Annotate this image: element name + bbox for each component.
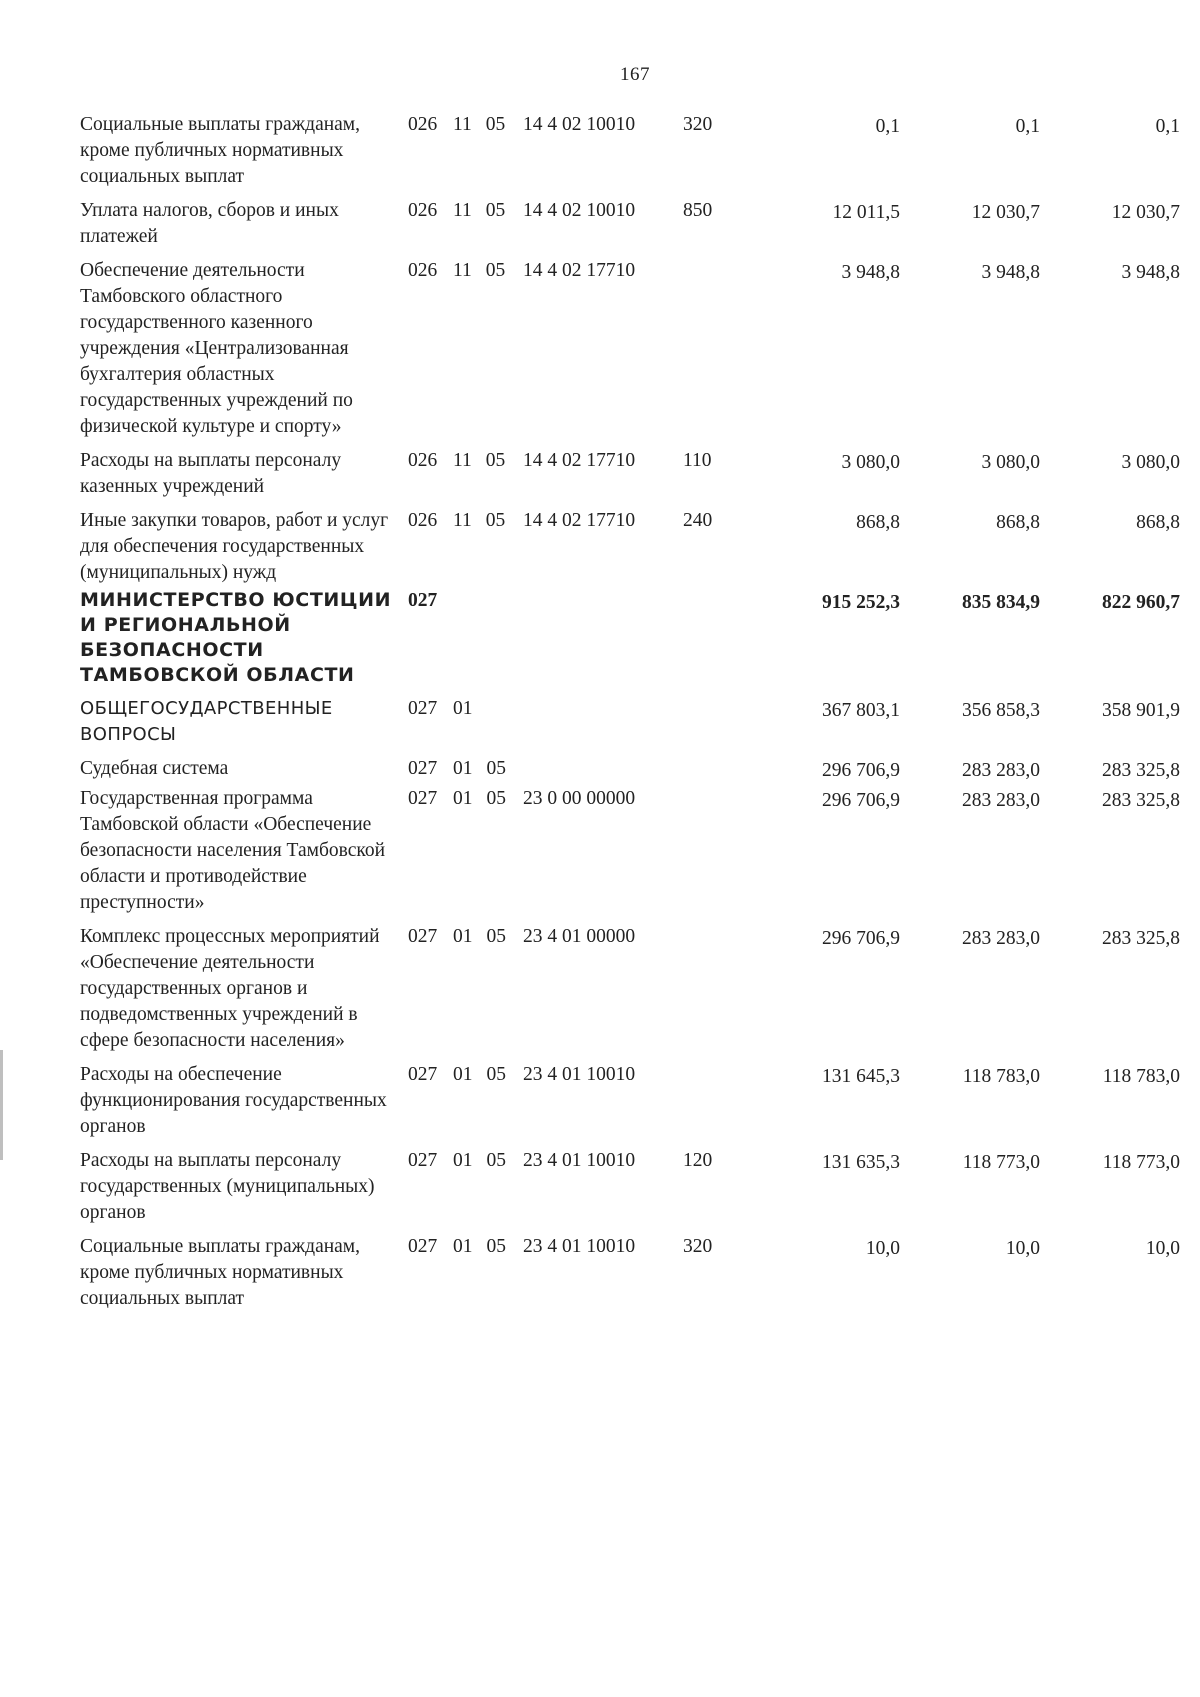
target-article-code bbox=[523, 696, 683, 748]
expense-type-code: 850 bbox=[683, 200, 713, 221]
amount-col-3: 822 960,7 bbox=[1102, 592, 1180, 613]
expense-type-code bbox=[683, 756, 740, 784]
section-subsection-cell bbox=[453, 1148, 523, 1226]
amount-col-2: 283 283,0 bbox=[962, 790, 1040, 811]
amount-col-3: 283 325,8 bbox=[1102, 760, 1180, 781]
table-row bbox=[80, 112, 1180, 198]
row-description: Государственная программа Тамбовской области «Обеспечение безопасности населения Тамбовской области и противодействие преступности» bbox=[80, 788, 386, 913]
amount-col-1: 296 706,9 bbox=[822, 790, 900, 811]
section-subsection-cell bbox=[453, 112, 523, 190]
table-row bbox=[80, 924, 1180, 1062]
target-article-code: 23 4 01 10010 bbox=[523, 1236, 636, 1257]
target-article-code: 23 4 01 10010 bbox=[523, 1064, 636, 1085]
amount-col-1: 10,0 bbox=[865, 1238, 900, 1259]
section-code: 11 bbox=[453, 114, 472, 135]
target-article-code: 23 4 01 00000 bbox=[523, 926, 636, 947]
subsection-code: 05 bbox=[486, 926, 506, 947]
amount-col-2: 835 834,9 bbox=[962, 592, 1040, 613]
section-code: 01 bbox=[453, 1064, 473, 1085]
section-code: 01 bbox=[453, 1236, 473, 1257]
target-article-code: 14 4 02 10010 bbox=[523, 114, 636, 135]
amount-col-1: 296 706,9 bbox=[822, 928, 900, 949]
subsection-code: 05 bbox=[485, 114, 506, 135]
row-description: Иные закупки товаров, работ и услуг для обеспечения государственных (муниципальных) нужд bbox=[80, 510, 389, 583]
ministry-code: 026 bbox=[408, 114, 438, 135]
section-code: 01 bbox=[453, 926, 473, 947]
section-subsection-cell bbox=[453, 258, 523, 440]
expense-type-code bbox=[683, 258, 740, 440]
expense-type-code: 120 bbox=[683, 1150, 713, 1171]
amount-col-3: 358 901,9 bbox=[1102, 700, 1180, 721]
row-description: Судебная система bbox=[80, 758, 229, 779]
target-article-code: 14 4 02 10010 bbox=[523, 200, 636, 221]
expense-type-code: 320 bbox=[683, 114, 713, 135]
amount-col-3: 3 080,0 bbox=[1121, 452, 1180, 473]
expense-type-code bbox=[683, 786, 740, 916]
amount-col-2: 118 773,0 bbox=[962, 1152, 1040, 1173]
ministry-code: 026 bbox=[408, 510, 438, 531]
ministry-code: 026 bbox=[408, 450, 438, 471]
section-subsection-cell bbox=[453, 588, 523, 688]
expense-type-code bbox=[683, 924, 740, 1054]
target-article-code: 14 4 02 17710 bbox=[523, 260, 636, 281]
ministry-code: 027 bbox=[408, 1150, 438, 1171]
section-subsection-cell bbox=[453, 786, 523, 916]
amount-col-3: 3 948,8 bbox=[1121, 262, 1180, 283]
amount-col-2: 10,0 bbox=[1005, 1238, 1040, 1259]
target-article-code: 23 4 01 10010 bbox=[523, 1150, 636, 1171]
amount-col-2: 3 948,8 bbox=[981, 262, 1040, 283]
subsection-code: 05 bbox=[486, 1236, 506, 1257]
amount-col-2: 12 030,7 bbox=[971, 202, 1040, 223]
section-subsection-cell bbox=[453, 508, 523, 586]
target-article-code: 14 4 02 17710 bbox=[523, 450, 636, 471]
amount-col-2: 356 858,3 bbox=[962, 700, 1040, 721]
section-subsection-cell bbox=[453, 756, 523, 784]
ministry-code: 026 bbox=[408, 200, 438, 221]
row-description: Социальные выплаты гражданам, кроме публичных нормативных социальных выплат bbox=[80, 114, 361, 187]
expense-type-code: 110 bbox=[683, 450, 712, 471]
section-subsection-cell bbox=[453, 1062, 523, 1140]
table-row bbox=[80, 508, 1180, 588]
section-subsection-cell bbox=[453, 198, 523, 250]
table-row bbox=[80, 1234, 1180, 1320]
section-code: 01 bbox=[453, 698, 473, 719]
amount-col-2: 118 783,0 bbox=[962, 1066, 1040, 1087]
amount-col-2: 868,8 bbox=[996, 512, 1040, 533]
budget-table bbox=[80, 112, 1180, 1320]
row-description: Расходы на выплаты персоналу государственных (муниципальных) органов bbox=[80, 1150, 375, 1223]
amount-col-1: 3 080,0 bbox=[841, 452, 900, 473]
amount-col-3: 12 030,7 bbox=[1111, 202, 1180, 223]
ministry-code: 026 bbox=[408, 260, 438, 281]
row-description: Комплекс процессных мероприятий «Обеспечение деятельности государственных органов и подведомственных учреждений в сфере безопасности населения» bbox=[80, 926, 380, 1051]
expense-type-code bbox=[683, 1062, 740, 1140]
table-row bbox=[80, 1148, 1180, 1234]
ministry-code: 027 bbox=[408, 1236, 438, 1257]
target-article-code: 14 4 02 17710 bbox=[523, 510, 636, 531]
ministry-code: 027 bbox=[408, 590, 438, 611]
amount-col-1: 868,8 bbox=[856, 512, 900, 533]
section-code: 11 bbox=[453, 510, 472, 531]
subsection-code: 05 bbox=[486, 1150, 506, 1171]
ministry-code: 027 bbox=[408, 698, 438, 719]
amount-col-3: 868,8 bbox=[1136, 512, 1180, 533]
table-row bbox=[80, 786, 1180, 924]
expense-type-code: 240 bbox=[683, 510, 713, 531]
amount-col-2: 3 080,0 bbox=[981, 452, 1040, 473]
amount-col-2: 283 283,0 bbox=[962, 760, 1040, 781]
amount-col-1: 3 948,8 bbox=[841, 262, 900, 283]
amount-col-3: 10,0 bbox=[1145, 1238, 1180, 1259]
target-article-code bbox=[523, 588, 683, 688]
table-row bbox=[80, 696, 1180, 756]
section-code: 01 bbox=[453, 1150, 473, 1171]
scan-margin-mark bbox=[0, 1050, 3, 1160]
amount-col-1: 131 645,3 bbox=[822, 1066, 900, 1087]
amount-col-2: 283 283,0 bbox=[962, 928, 1040, 949]
amount-col-3: 118 783,0 bbox=[1102, 1066, 1180, 1087]
ministry-code: 027 bbox=[408, 1064, 438, 1085]
table-row bbox=[80, 1062, 1180, 1148]
row-description: Расходы на выплаты персоналу казенных учреждений bbox=[80, 450, 342, 497]
subsection-code: 05 bbox=[486, 1064, 506, 1085]
subsection-code: 05 bbox=[485, 200, 506, 221]
table-row bbox=[80, 448, 1180, 508]
row-description: Обеспечение деятельности Тамбовского областного государственного казенного учреждения «Централизованная бухгалтерия областных государственных учреждений по физической культуре и спорту» bbox=[80, 260, 353, 437]
row-description: Расходы на обеспечение функционирования государственных органов bbox=[80, 1064, 387, 1137]
section-code: 01 bbox=[453, 758, 473, 779]
expense-type-code: 320 bbox=[683, 1236, 713, 1257]
amount-col-1: 296 706,9 bbox=[822, 760, 900, 781]
row-description: Уплата налогов, сборов и иных платежей bbox=[80, 200, 339, 247]
subsection-code: 05 bbox=[485, 260, 506, 281]
table-row bbox=[80, 198, 1180, 258]
amount-col-2: 0,1 bbox=[1015, 116, 1040, 137]
subsection-code: 05 bbox=[485, 510, 506, 531]
table-row bbox=[80, 258, 1180, 448]
section-code: 11 bbox=[453, 260, 472, 281]
subsection-code: 05 bbox=[486, 758, 506, 779]
amount-col-3: 0,1 bbox=[1155, 116, 1180, 137]
expense-type-code bbox=[683, 696, 740, 748]
amount-col-3: 283 325,8 bbox=[1102, 928, 1180, 949]
amount-col-3: 118 773,0 bbox=[1102, 1152, 1180, 1173]
row-description: ОБЩЕГОСУДАРСТВЕННЫЕ ВОПРОСЫ bbox=[80, 698, 333, 745]
subsection-code: 05 bbox=[485, 450, 506, 471]
section-code: 11 bbox=[453, 450, 472, 471]
table-row bbox=[80, 588, 1180, 696]
section-subsection-cell bbox=[453, 696, 523, 748]
amount-col-1: 915 252,3 bbox=[822, 592, 900, 613]
target-article-code: 23 0 00 00000 bbox=[523, 788, 636, 809]
table-row bbox=[80, 756, 1180, 786]
subsection-code: 05 bbox=[486, 788, 506, 809]
page-number: 167 bbox=[620, 64, 650, 85]
expense-type-code bbox=[683, 588, 740, 688]
ministry-code: 027 bbox=[408, 758, 438, 779]
amount-col-1: 367 803,1 bbox=[822, 700, 900, 721]
target-article-code bbox=[523, 756, 683, 784]
section-code: 11 bbox=[453, 200, 472, 221]
section-subsection-cell bbox=[453, 1234, 523, 1312]
section-subsection-cell bbox=[453, 448, 523, 500]
ministry-code: 027 bbox=[408, 926, 438, 947]
amount-col-1: 0,1 bbox=[875, 116, 900, 137]
row-description: Социальные выплаты гражданам, кроме публичных нормативных социальных выплат bbox=[80, 1236, 361, 1309]
amount-col-3: 283 325,8 bbox=[1102, 790, 1180, 811]
amount-col-1: 12 011,5 bbox=[832, 202, 900, 223]
row-description: МИНИСТЕРСТВО ЮСТИЦИИ И РЕГИОНАЛЬНОЙ БЕЗОПАСНОСТИ ТАМБОВСКОЙ ОБЛАСТИ bbox=[80, 589, 392, 686]
section-subsection-cell bbox=[453, 924, 523, 1054]
amount-col-1: 131 635,3 bbox=[822, 1152, 900, 1173]
section-code: 01 bbox=[453, 788, 473, 809]
ministry-code: 027 bbox=[408, 788, 438, 809]
